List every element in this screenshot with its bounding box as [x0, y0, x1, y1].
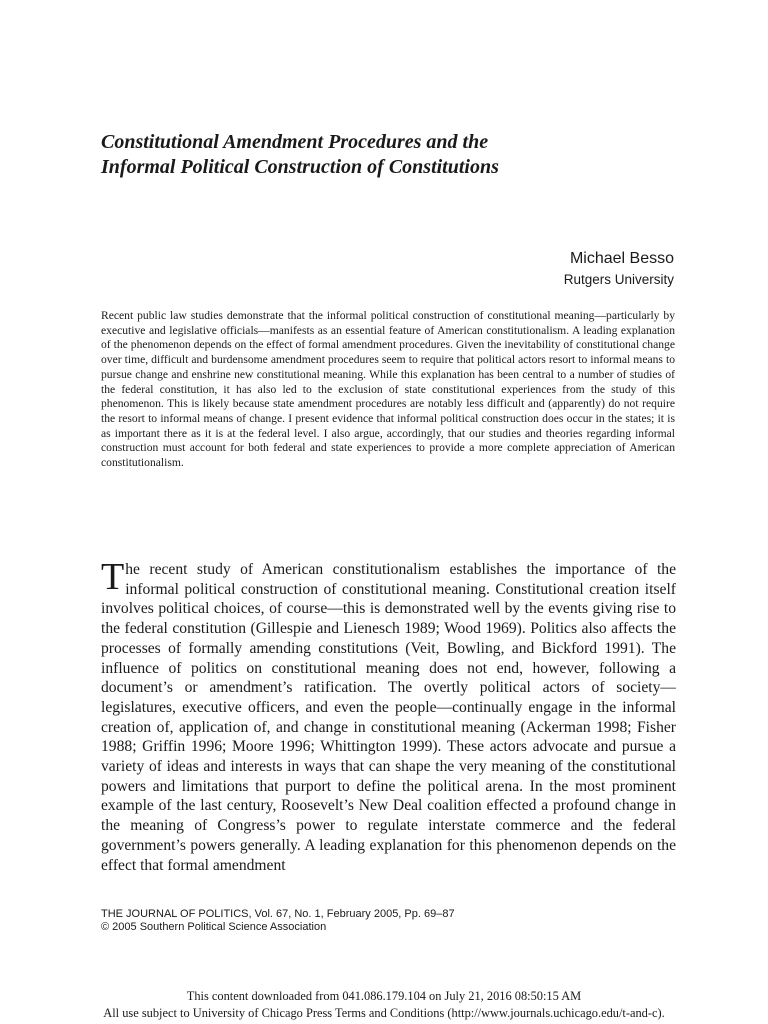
author-name: Michael Besso — [569, 250, 674, 267]
copyright-line: © 2005 Southern Political Science Association — [101, 921, 327, 933]
article-title-line-2: Informal Political Construction of Constitutions — [101, 156, 499, 178]
drop-cap: T — [101, 556, 125, 598]
journal-citation — [101, 908, 455, 934]
body-paragraph — [101, 556, 676, 875]
download-notice-line-1: This content downloaded from 041.086.179.104 on July 21, 2016 08:50:15 AM — [186, 989, 582, 1003]
article-title-line-1: Constitutional Amendment Procedures and the — [101, 131, 489, 153]
download-notice-line-2: All use subject to University of Chicago Press Terms and Conditions (http://www.journals.uchicago.edu/t-and-c). — [103, 1006, 665, 1020]
journal-line: THE JOURNAL OF POLITICS, Vol. 67, No. 1, February 2005, Pp. 69–87 — [101, 908, 455, 920]
author-affiliation: Rutgers University — [563, 272, 674, 287]
article-title — [101, 130, 701, 180]
abstract: Recent public law studies demonstrate that the informal political construction of constitutional meaning—particularly by executive and legislative officials—manifests as an essential feature of American constitutionalism. A leading explanation of the phenomenon depends on the effect of formal amendment procedures. Given the inevitability of constitutional change over time, difficult and burdensome amendment procedures seem to require that political actors resort to informal means to pursue change and enshrine new constitutional meaning. While this explanation has been central to a number of studies of the federal constitution, it has also led to the exclusion of state constitutional experiences from the study of this phenomenon. This is likely because state amendment procedures are notably less difficult and (apparently) do not require the resort to informal means of change. I present evidence that informal political construction does occur in the states; it is as important there as it is at the federal level. I also argue, accordingly, that our studies and theories regarding informal construction must account for both federal and state experiences to provide a more complete appreciation of American constitutionalism. — [101, 309, 675, 470]
author-block — [564, 248, 674, 289]
body-paragraph-text: he recent study of American constitutionalism establishes the importance of the informal political construction of constitutional meaning. Constitutional creation itself involves political choices, of course—this is demonstrated well by the events giving rise to the federal constitution (Gillespie and Lienesch 1989; Wood 1969). Politics also affects the processes of formally amending constitutions (Veit, Bowling, and Bickford 1991). The influence of politics on constitutional meaning does not end, however, following a document’s or amendment’s ratification. The overtly political actors of society—legislatures, executive officers, and even the people—continually engage in the informal creation of, application of, and change in constitutional meaning (Ackerman 1998; Fisher 1988; Griffin 1996; Moore 1996; Whittington 1999). These actors advocate and pursue a variety of ideas and interests in ways that can shape the very meaning of the constitutional powers and limitations that purport to define the political arena. In the most prominent example of the last century, Roosevelt’s New Deal coalition effected a profound change in the meaning of Congress’s power to regulate interstate commerce and the federal government’s powers generally. A leading explanation for this phenomenon depends on the effect that formal amendment — [101, 561, 676, 874]
download-notice — [0, 988, 768, 1022]
